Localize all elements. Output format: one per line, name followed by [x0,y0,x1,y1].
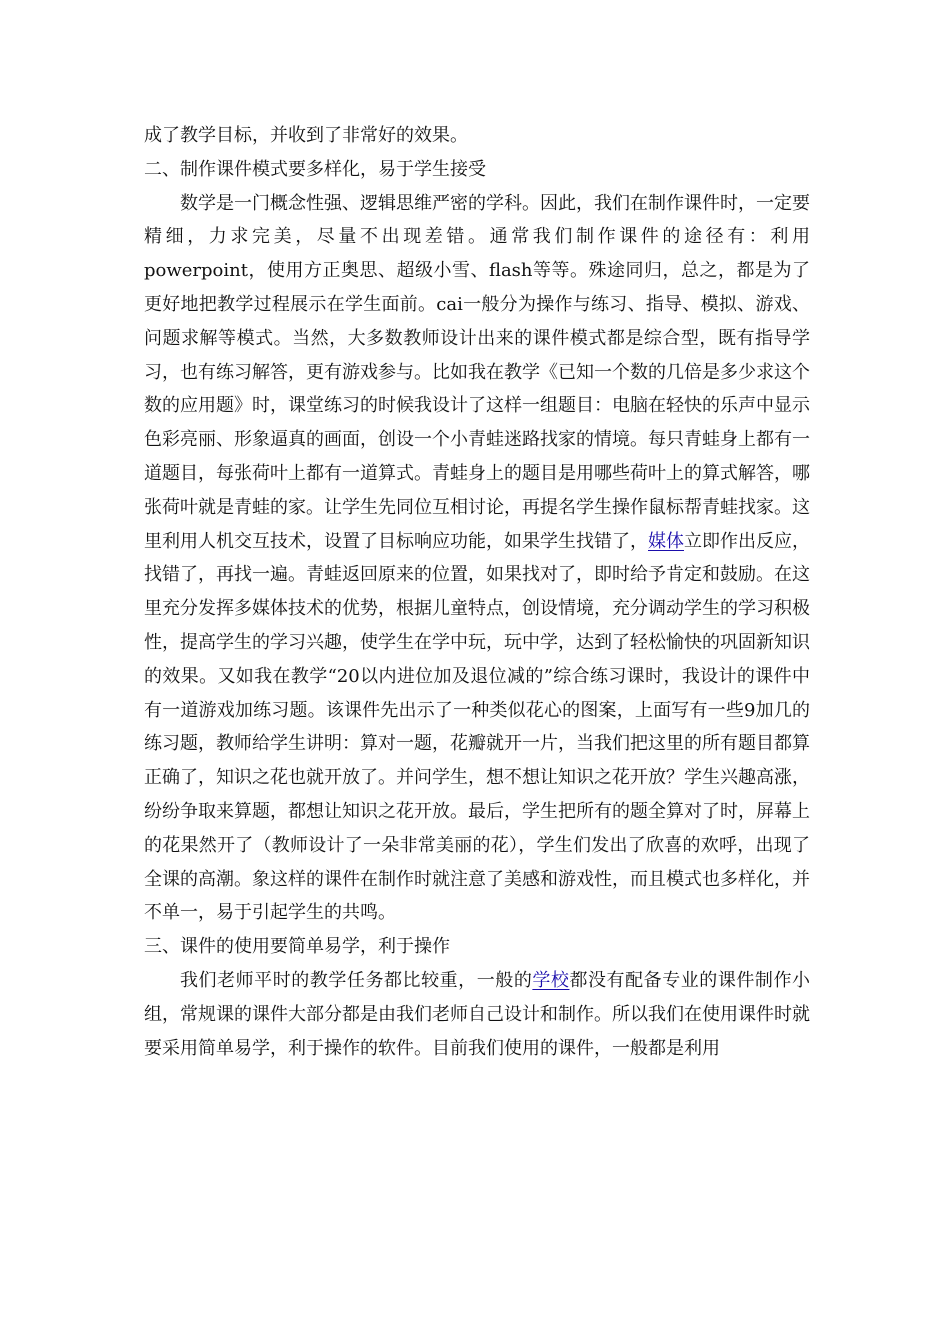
continuation-paragraph: 成了教学目标，并收到了非常好的效果。 [144,125,468,146]
section-2-text-after-link: 立即作出反应，找错了，再找一遍。青蛙返回原来的位置，如果找对了，即时给予肯定和鼓励。在这里充分发挥多媒体技术的优势，根据儿童特点，创设情境，充分调动学生的学习积极性，提高学生的学习兴趣，使学生在学中玩，玩中学，达到了轻松愉快的巩固新知识的效果。又如我在教学“20以内进位加及退位减的”综合练习课时，我设计的课件中有一道游戏加练习题。该课件先出示了一种类似花心的图案，上面写有一些9加几的练习题，教师给学生讲明：算对一题，花瓣就开一片，当我们把这里的所有题目都算正确了，知识之花也就开放了。并问学生，想不想让知识之花开放？学生兴趣高涨，纷纷争取来算题，都想让知识之花开放。最后，学生把所有的题全算对了时，屏幕上的花果然开了（教师设计了一朵非常美丽的花），学生们发出了欣喜的欢呼，出现了全课的高潮。象这样的课件在制作时就注意了美感和游戏性，而且模式也多样化，并不单一，易于引起学生的共鸣。 [144,530,810,924]
document-page [144,119,810,1065]
section-2-paragraph [144,187,810,931]
section-3-text-after-link: 都没有配备专业的课件制作小组，常规课的课件大部分都是由我们老师自己设计和制作。所以我们在使用课件时就要采用简单易学，利于操作的软件。目前我们使用的课件，一般都是利用 [144,969,811,1059]
section-3-heading: 三、课件的使用要简单易学，利于操作 [144,936,450,958]
school-link[interactable]: 学校 [532,969,570,991]
media-link[interactable]: 媒体 [648,530,684,552]
section-3-paragraph [144,964,810,1065]
section-2-heading: 二、制作课件模式要多样化，易于学生接受 [144,158,486,180]
section-3-text-before-link: 我们老师平时的教学任务都比较重，一般的 [180,969,533,991]
section-2-text-before-link: 数学是一门概念性强、逻辑思维严密的学科。因此，我们在制作课件时，一定要精细，力求完美，尽量不出现差错。通常我们制作课件的途径有：利用powerpoint，使用方正奥思、超级小雪、flash等等。殊途同归，总之，都是为了更好地把教学过程展示在学生面前。cai一般分为操作与练习、指导、模拟、游戏、问题求解等模式。当然，大多数教师设计出来的课件模式都是综合型，既有指导学习，也有练习解答，更有游戏参与。比如我在教学《已知一个数的几倍是多少求这个数的应用题》时，课堂练习的时候我设计了这样一组题目：电脑在轻快的乐声中显示色彩亮丽、形象逼真的画面，创设一个小青蛙迷路找家的情境。每只青蛙身上都有一道题目，每张荷叶上都有一道算式。青蛙身上的题目是用哪些荷叶上的算式解答，哪张荷叶就是青蛙的家。让学生先同位互相讨论，再提名学生操作鼠标帮青蛙找家。这里利用人机交互技术，设置了目标响应功能，如果学生找错了， [144,192,810,552]
